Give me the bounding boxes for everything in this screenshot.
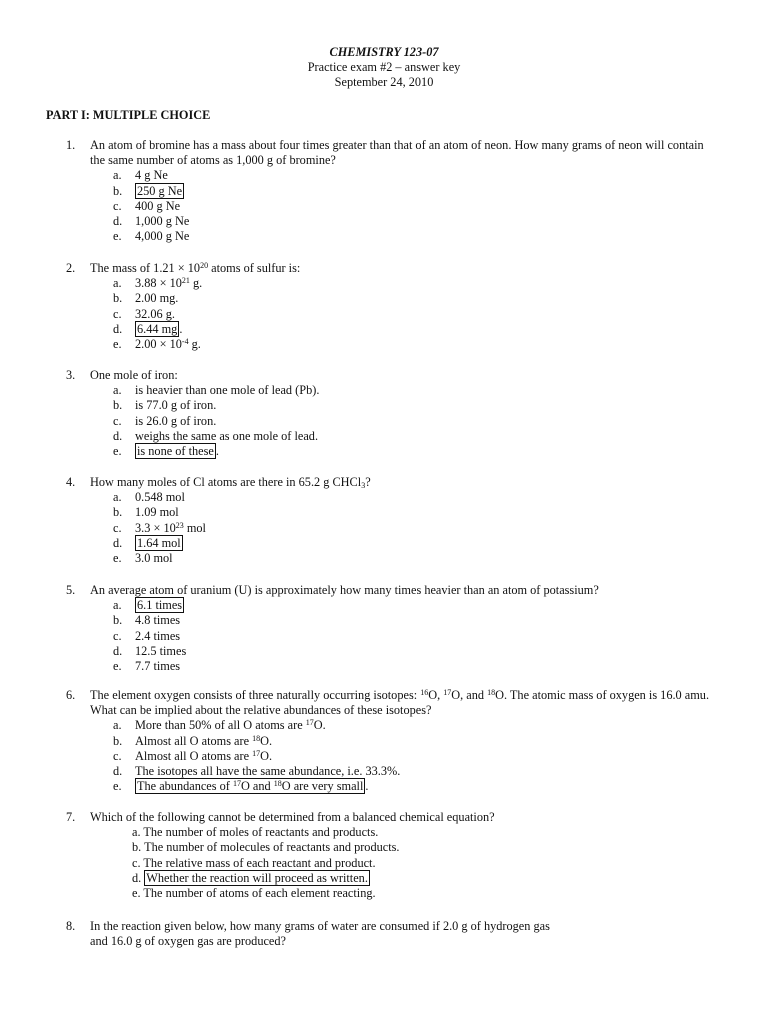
option-letter: c. [113,748,122,763]
option-letter: e. [113,550,122,565]
option-letter: d. [113,535,123,550]
option-text: 0.548 mol [135,490,185,505]
option-text: The isotopes all have the same abundance, i.e. 33.3%. [135,763,401,778]
option-text: 32.06 g. [135,306,175,321]
correct-answer-box: 250 g Ne [137,183,183,198]
option-letter: a. [113,718,122,733]
option-list [113,598,726,674]
option-b [113,613,726,628]
question-text [90,919,726,949]
period: . [365,779,369,794]
option-e [113,659,726,674]
mass-number: 17 [232,779,241,789]
option-letter: b. [113,291,123,306]
option-a [113,276,726,291]
option-b [113,398,726,413]
option-text: 7.7 times [135,658,181,673]
option-letter: c. [113,413,122,428]
option-text: weighs the same as one mole of lead. [135,428,319,443]
correct-answer-box: is none of these [137,443,214,458]
option-text: is 26.0 g of iron. [135,413,217,428]
option-text: is heavier than one mole of lead (Pb). [135,383,320,398]
option-letter: d. [113,428,123,443]
option-d [113,536,726,551]
question-text: An average atom of uranium (U) is approximately how many times heavier than an atom of potassium? [90,583,599,597]
option-letter: c. [113,520,122,535]
option-text: O. [313,718,326,733]
option-text: Almost all O atoms are [135,733,253,748]
question-number: 6. [66,688,76,702]
text-run: O, and [451,688,488,702]
question-line: In the reaction given below, how many grams of water are consumed if 2.0 g of hydrogen gas [90,919,550,933]
option-letter: d. [113,213,123,228]
course-title: CHEMISTRY 123-07 [329,45,439,59]
text-run: The element oxygen consists of three naturally occurring isotopes: [90,688,421,702]
option-text: g. [189,276,203,291]
option-text: mol [183,520,206,535]
option-text: O are very small [281,779,364,794]
option-text: 4.8 times [135,613,181,628]
question-2 [66,261,726,352]
option-letter: a. [113,276,122,291]
period: . [215,443,219,458]
question-text [90,475,726,490]
option-list [132,825,726,901]
option-e [113,229,726,244]
option-b [113,291,726,306]
option-letter: b. [113,183,123,198]
option-e: e. The number of atoms of each element reacting. [132,885,376,900]
question-3 [66,368,726,459]
text-run: O, [428,688,444,702]
option-text: O. [260,748,273,763]
option-c [113,629,726,644]
option-text: 2.00 × 10 [135,336,182,351]
option-d [113,322,726,337]
option-text: 3.88 × 10 [135,276,182,291]
question-number: 3. [66,368,76,382]
correct-answer-box: 1.64 mol [137,535,181,550]
option-c [113,199,726,214]
option-a [113,168,726,183]
option-c [113,749,726,764]
correct-answer-box [135,778,365,794]
text-run: O. The atomic mass of oxygen is 16.0 amu. [495,688,710,702]
question-line: and 16.0 g of oxygen gas are produced? [90,934,286,949]
option-d [113,429,726,444]
exam-subtitle: Practice exam #2 – answer key [307,59,461,74]
question-line: The mass of 1.21 × 10 [90,261,201,275]
option-text: 1,000 g Ne [135,213,190,228]
question-text [90,261,726,276]
subscript: 3 [361,481,366,490]
option-letter: e. [113,229,122,244]
correct-answer-box: Whether the reaction will proceed as written. [146,870,368,885]
question-text [90,138,726,168]
question-line [90,688,726,703]
option-letter: b. [113,505,123,520]
period: . [179,321,183,336]
option-c [113,521,726,536]
mass-number: 16 [420,688,429,697]
question-line: ? [365,475,371,489]
option-c: c. The relative mass of each reactant and product. [132,855,376,870]
exponent: 21 [181,276,190,286]
option-d [132,871,726,886]
option-letter: a. [113,168,122,183]
question-number: 2. [66,261,76,275]
option-text: O and [240,779,274,794]
mass-number: 18 [252,733,261,743]
option-letter: a. [113,598,122,613]
option-letter: e. [113,443,122,458]
question-line: What can be implied about the relative abundances of these isotopes? [90,703,432,718]
correct-answer-box: 6.44 mg [137,321,178,336]
option-c [113,307,726,322]
option-b [113,184,726,199]
question-7 [66,810,726,901]
option-a [113,598,726,613]
option-b: b. The number of molecules of reactants and products. [132,840,400,855]
option-e [113,551,726,566]
option-text: Almost all O atoms are [135,748,253,763]
mass-number: 18 [487,688,496,697]
option-list [113,276,726,352]
option-text: More than 50% of all O atoms are [135,718,306,733]
option-b [113,734,726,749]
option-letter: b. [113,733,123,748]
option-c [113,414,726,429]
option-list [113,168,726,244]
option-letter: b. [113,398,123,413]
option-text: 2.4 times [135,628,181,643]
mass-number: 17 [305,718,314,728]
option-d [113,214,726,229]
option-text: 4,000 g Ne [135,229,190,244]
option-a [113,383,726,398]
option-d [113,764,726,779]
option-letter: e. [113,658,122,673]
option-letter: d. [113,643,123,658]
question-number: 8. [66,919,76,933]
question-text: Which of the following cannot be determined from a balanced chemical equation? [90,810,495,824]
option-letter: c. [113,628,122,643]
mass-number: 18 [273,779,282,789]
question-5 [66,583,726,674]
option-letter: b. [113,613,123,628]
question-text: One mole of iron: [90,368,178,382]
option-text: 2.00 mg. [135,291,179,306]
option-list [113,383,726,459]
option-text: 4 g Ne [135,168,168,183]
question-text [90,688,726,718]
option-text: 3.3 × 10 [135,520,176,535]
question-number: 5. [66,583,76,597]
option-a: a. The number of moles of reactants and products. [132,825,379,840]
exponent: -4 [181,336,189,346]
option-text: 12.5 times [135,643,187,658]
question-number: 4. [66,475,76,489]
option-text: g. [188,336,201,351]
option-letter: c. [113,306,122,321]
question-6 [66,688,726,794]
mass-number: 17 [443,688,452,697]
question-1 [66,138,726,244]
option-letter: a. [113,383,122,398]
option-list [113,718,726,794]
exponent: 20 [200,261,209,270]
option-list [113,490,726,566]
mass-number: 17 [252,748,261,758]
correct-answer-box: 6.1 times [137,598,183,613]
option-letter: d. [113,763,123,778]
question-line: How many moles of Cl atoms are there in 65.2 g CHCl [90,475,362,489]
option-d [113,644,726,659]
option-e [113,444,726,459]
part-heading: PART I: MULTIPLE CHOICE [46,108,211,122]
option-text: The abundances of [137,779,233,794]
question-line: atoms of sulfur is: [208,261,301,275]
option-text: is 77.0 g of iron. [135,398,217,413]
option-text: 3.0 mol [135,550,173,565]
option-e [113,779,726,794]
option-letter: d. [113,321,123,336]
option-text: 400 g Ne [135,198,181,213]
exam-date: September 24, 2010 [334,74,434,89]
question-number: 7. [66,810,76,824]
option-e [113,337,726,352]
option-text: O. [260,733,273,748]
option-letter: a. [113,490,122,505]
option-a [113,490,726,505]
option-letter: c. [113,198,122,213]
question-line: the same number of atoms as 1,000 g of bromine? [90,153,336,168]
question-8 [66,919,726,949]
question-4 [66,475,726,566]
option-letter: e. [113,336,122,351]
document-header [0,45,768,89]
option-letter: d. [132,870,145,885]
question-number: 1. [66,138,76,152]
option-b [113,505,726,520]
question-line: An atom of bromine has a mass about four times greater than that of an atom of neon. How many grams of neon will contain [90,138,704,152]
exponent: 23 [175,520,184,530]
option-a [113,718,726,733]
option-text: 1.09 mol [135,505,179,520]
option-letter: e. [113,779,122,794]
